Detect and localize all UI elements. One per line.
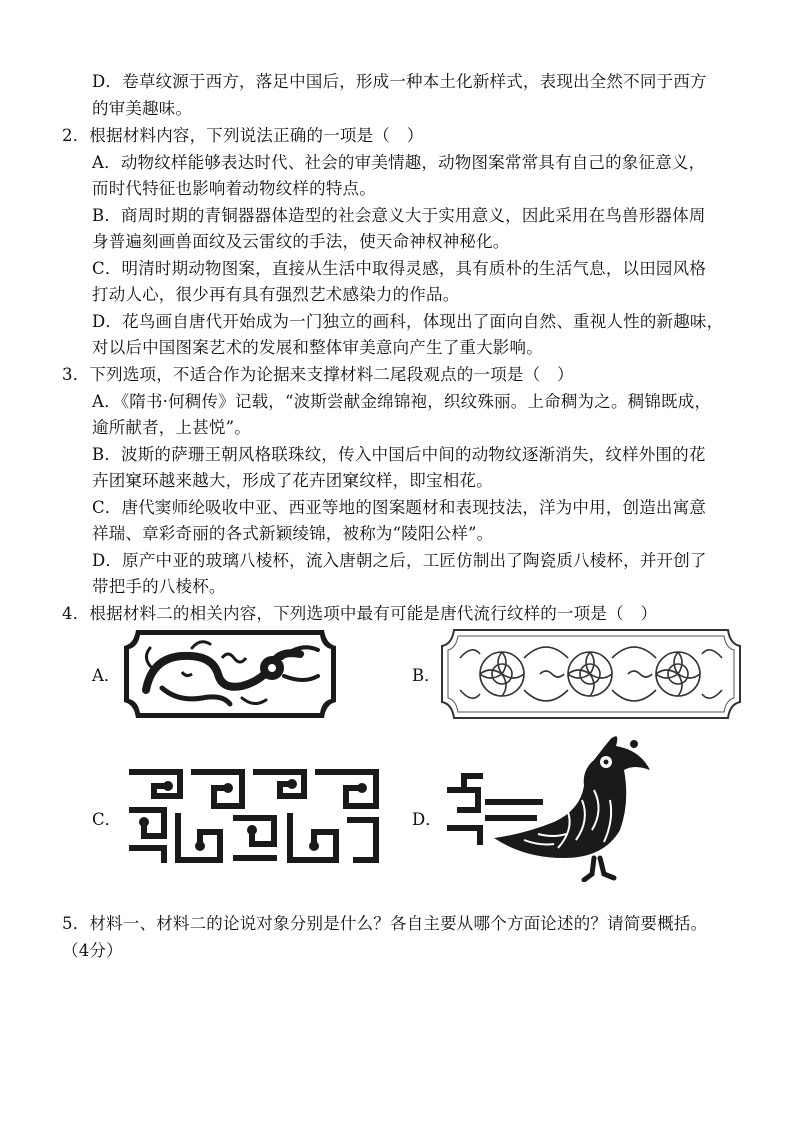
dragon-pattern-image bbox=[122, 628, 338, 720]
q3-option-c-line1: C．唐代窦师纶吸收中亚、西亚等地的图案题材和表现技法，洋为中用，创造出寓意 bbox=[92, 498, 707, 517]
q2-option-c-line1: C．明清时期动物图案，直接从生活中取得灵感，具有质朴的生活气息，以田园风格 bbox=[92, 259, 707, 278]
q3-option-d-line1: D．原产中亚的玻璃八棱杯，流入唐朝之后，工匠仿制出了陶瓷质八棱杯，并开创了 bbox=[92, 551, 707, 570]
q3-option-b-line2: 卉团窠环越来越大，形成了花卉团窠纹样，即宝相花。 bbox=[92, 471, 493, 490]
q2-option-c-line2: 打动人心，很少再有具有强烈艺术感染力的作品。 bbox=[92, 285, 460, 304]
q2-option-b-line2: 身普遍刻画兽面纹及云雷纹的手法，使天命神权神秘化。 bbox=[92, 232, 510, 251]
question-3: 3．下列选项，不适合作为论据来支撑材料二尾段观点的一项是（ ） bbox=[62, 365, 574, 384]
q2-option-a-line2: 而时代特征也影响着动物纹样的特点。 bbox=[92, 179, 376, 198]
q4-option-b-label: B． bbox=[412, 666, 441, 685]
q3-option-d-line2: 带把手的八棱杯。 bbox=[92, 577, 226, 596]
q2-option-d-line2: 对以后中国图案艺术的发展和整体审美意向产生了重大影响。 bbox=[92, 338, 543, 357]
q2-option-b-line1: B．商周时期的青铜器器体造型的社会意义大于实用意义，因此采用在鸟兽形器体周 bbox=[92, 206, 706, 225]
q1-option-d-line1: D．卷草纹源于西方，落足中国后，形成一种本土化新样式，表现出全然不同于西方 bbox=[92, 72, 707, 91]
q4-option-c-label: C． bbox=[92, 810, 122, 829]
q2-option-d-line1: D．花鸟画自唐代开始成为一门独立的画科，体现出了面向自然、重视人性的新趣味， bbox=[92, 312, 724, 331]
q4-option-d-label: D． bbox=[412, 810, 442, 829]
floral-pattern-image bbox=[440, 628, 742, 720]
bird-pattern-image bbox=[444, 730, 656, 882]
q1-option-d-line2: 的审美趣味。 bbox=[92, 99, 193, 118]
q2-option-a-line1: A．动物纹样能够表达时代、社会的审美情趣，动物图案常常具有自己的象征意义， bbox=[92, 153, 706, 172]
q3-option-a-line2: 逾所献者，上甚悦”。 bbox=[92, 418, 251, 437]
q3-option-a-line1: A．《隋书·何稠传》记载，“波斯尝献金绵锦袍，织纹殊丽。上命稠为之。稠锦既成， bbox=[92, 392, 712, 411]
q3-option-b-line1: B．波斯的萨珊王朝风格联珠纹，传入中国后中间的动物纹逐渐消失，纹样外围的花 bbox=[92, 445, 706, 464]
q4-option-a-label: A． bbox=[92, 666, 121, 685]
q3-option-c-line2: 祥瑞、章彩奇丽的各式新颖绫锦，被称为“陵阳公样”。 bbox=[92, 524, 494, 543]
question-5-score: （4分） bbox=[62, 941, 123, 960]
question-4: 4．根据材料二的相关内容，下列选项中最有可能是唐代流行纹样的一项是（ ） bbox=[62, 604, 658, 623]
question-2: 2．根据材料内容，下列说法正确的一项是（ ） bbox=[62, 126, 424, 145]
question-5-line1: 5．材料一、材料二的论说对象分别是什么？各自主要从哪个方面论述的？请简要概括。 bbox=[62, 914, 708, 933]
cloud-thunder-pattern-image bbox=[124, 766, 384, 866]
